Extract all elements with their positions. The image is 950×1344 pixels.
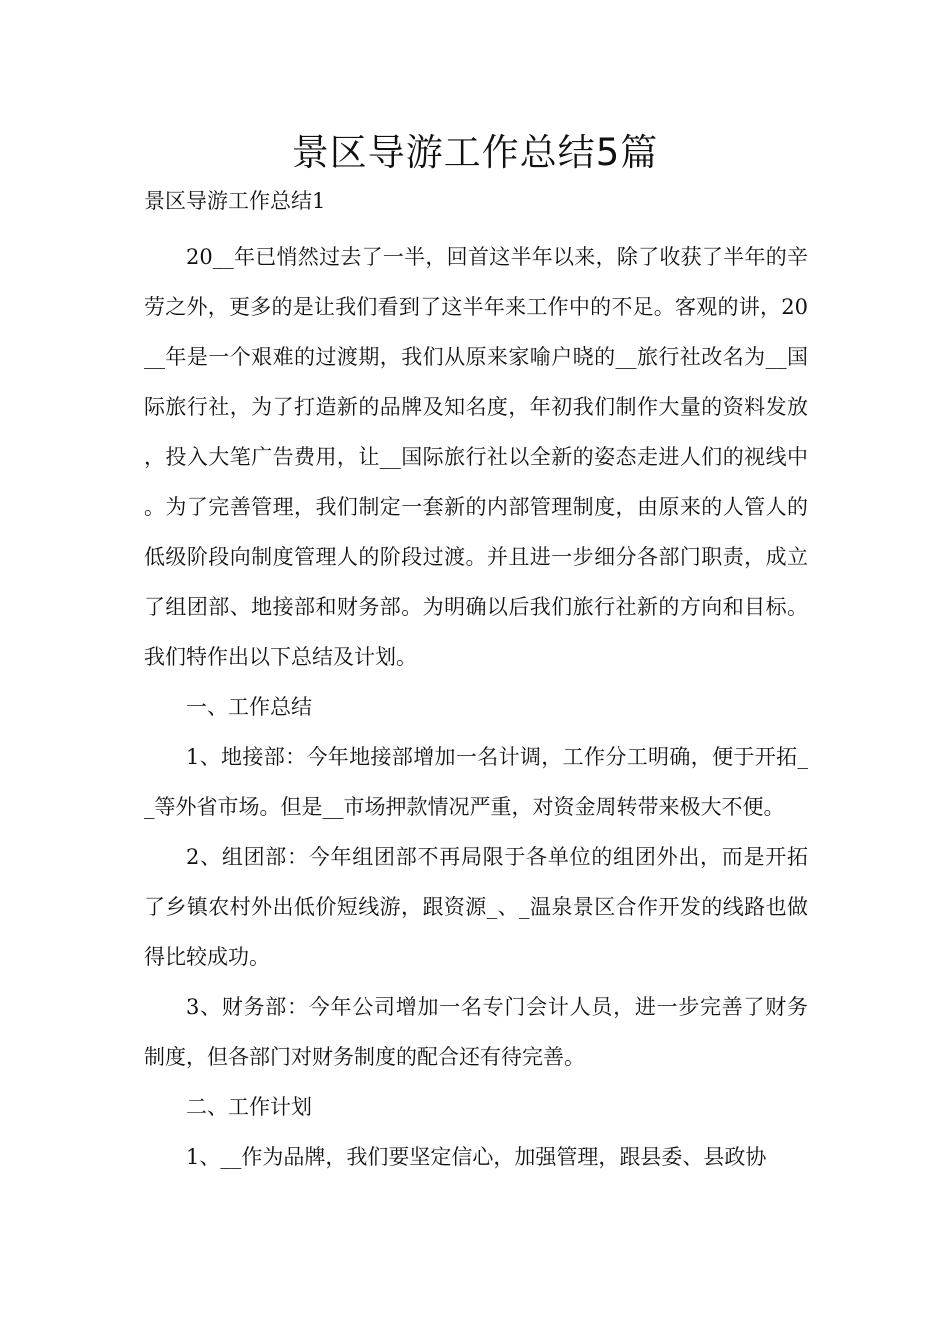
paragraph-finance: 3、财务部：今年公司增加一名专门会计人员，进一步完善了财务制度，但各部门对财务制度的配合还有待完善。 xyxy=(144,995,808,1069)
heading-work-summary: 一、工作总结 xyxy=(186,695,312,719)
document-body xyxy=(144,232,808,1182)
document-title: 景区导游工作总结5篇 xyxy=(291,131,659,174)
paragraph-plan-1: 1、__作为品牌，我们要坚定信心，加强管理，跟县委、县政协 xyxy=(186,1145,767,1169)
intro-paragraph: 20__年已悄然过去了一半，回首这半年以来，除了收获了半年的辛劳之外，更多的是让我们看到了这半年来工作中的不足。客观的讲，20__年是一个艰难的过渡期，我们从原来家喻户晓的__旅行社改名为__国际旅行社，为了打造新的品牌及知名度，年初我们制作大量的资料发放，投入大笔广告费用，让__国际旅行社以全新的姿态走进人们的视线中。为了完善管理，我们制定一套新的内部管理制度，由原来的人管人的低级阶段向制度管理人的阶段过渡。并且进一步细分各部门职责，成立了组团部、地接部和财务部。为明确以后我们旅行社新的方向和目标。我们特作出以下总结及计划。 xyxy=(144,245,808,669)
paragraph-local-reception: 1、地接部：今年地接部增加一名计调，工作分工明确，便于开拓__等外省市场。但是__市场押款情况严重，对资金周转带来极大不便。 xyxy=(144,745,808,819)
section-subheading: 景区导游工作总结1 xyxy=(144,189,326,213)
heading-work-plan: 二、工作计划 xyxy=(186,1095,312,1119)
paragraph-group-tours: 2、组团部：今年组团部不再局限于各单位的组团外出，而是开拓了乡镇农村外出低价短线游，跟资源_、_温泉景区合作开发的线路也做得比较成功。 xyxy=(144,845,808,969)
